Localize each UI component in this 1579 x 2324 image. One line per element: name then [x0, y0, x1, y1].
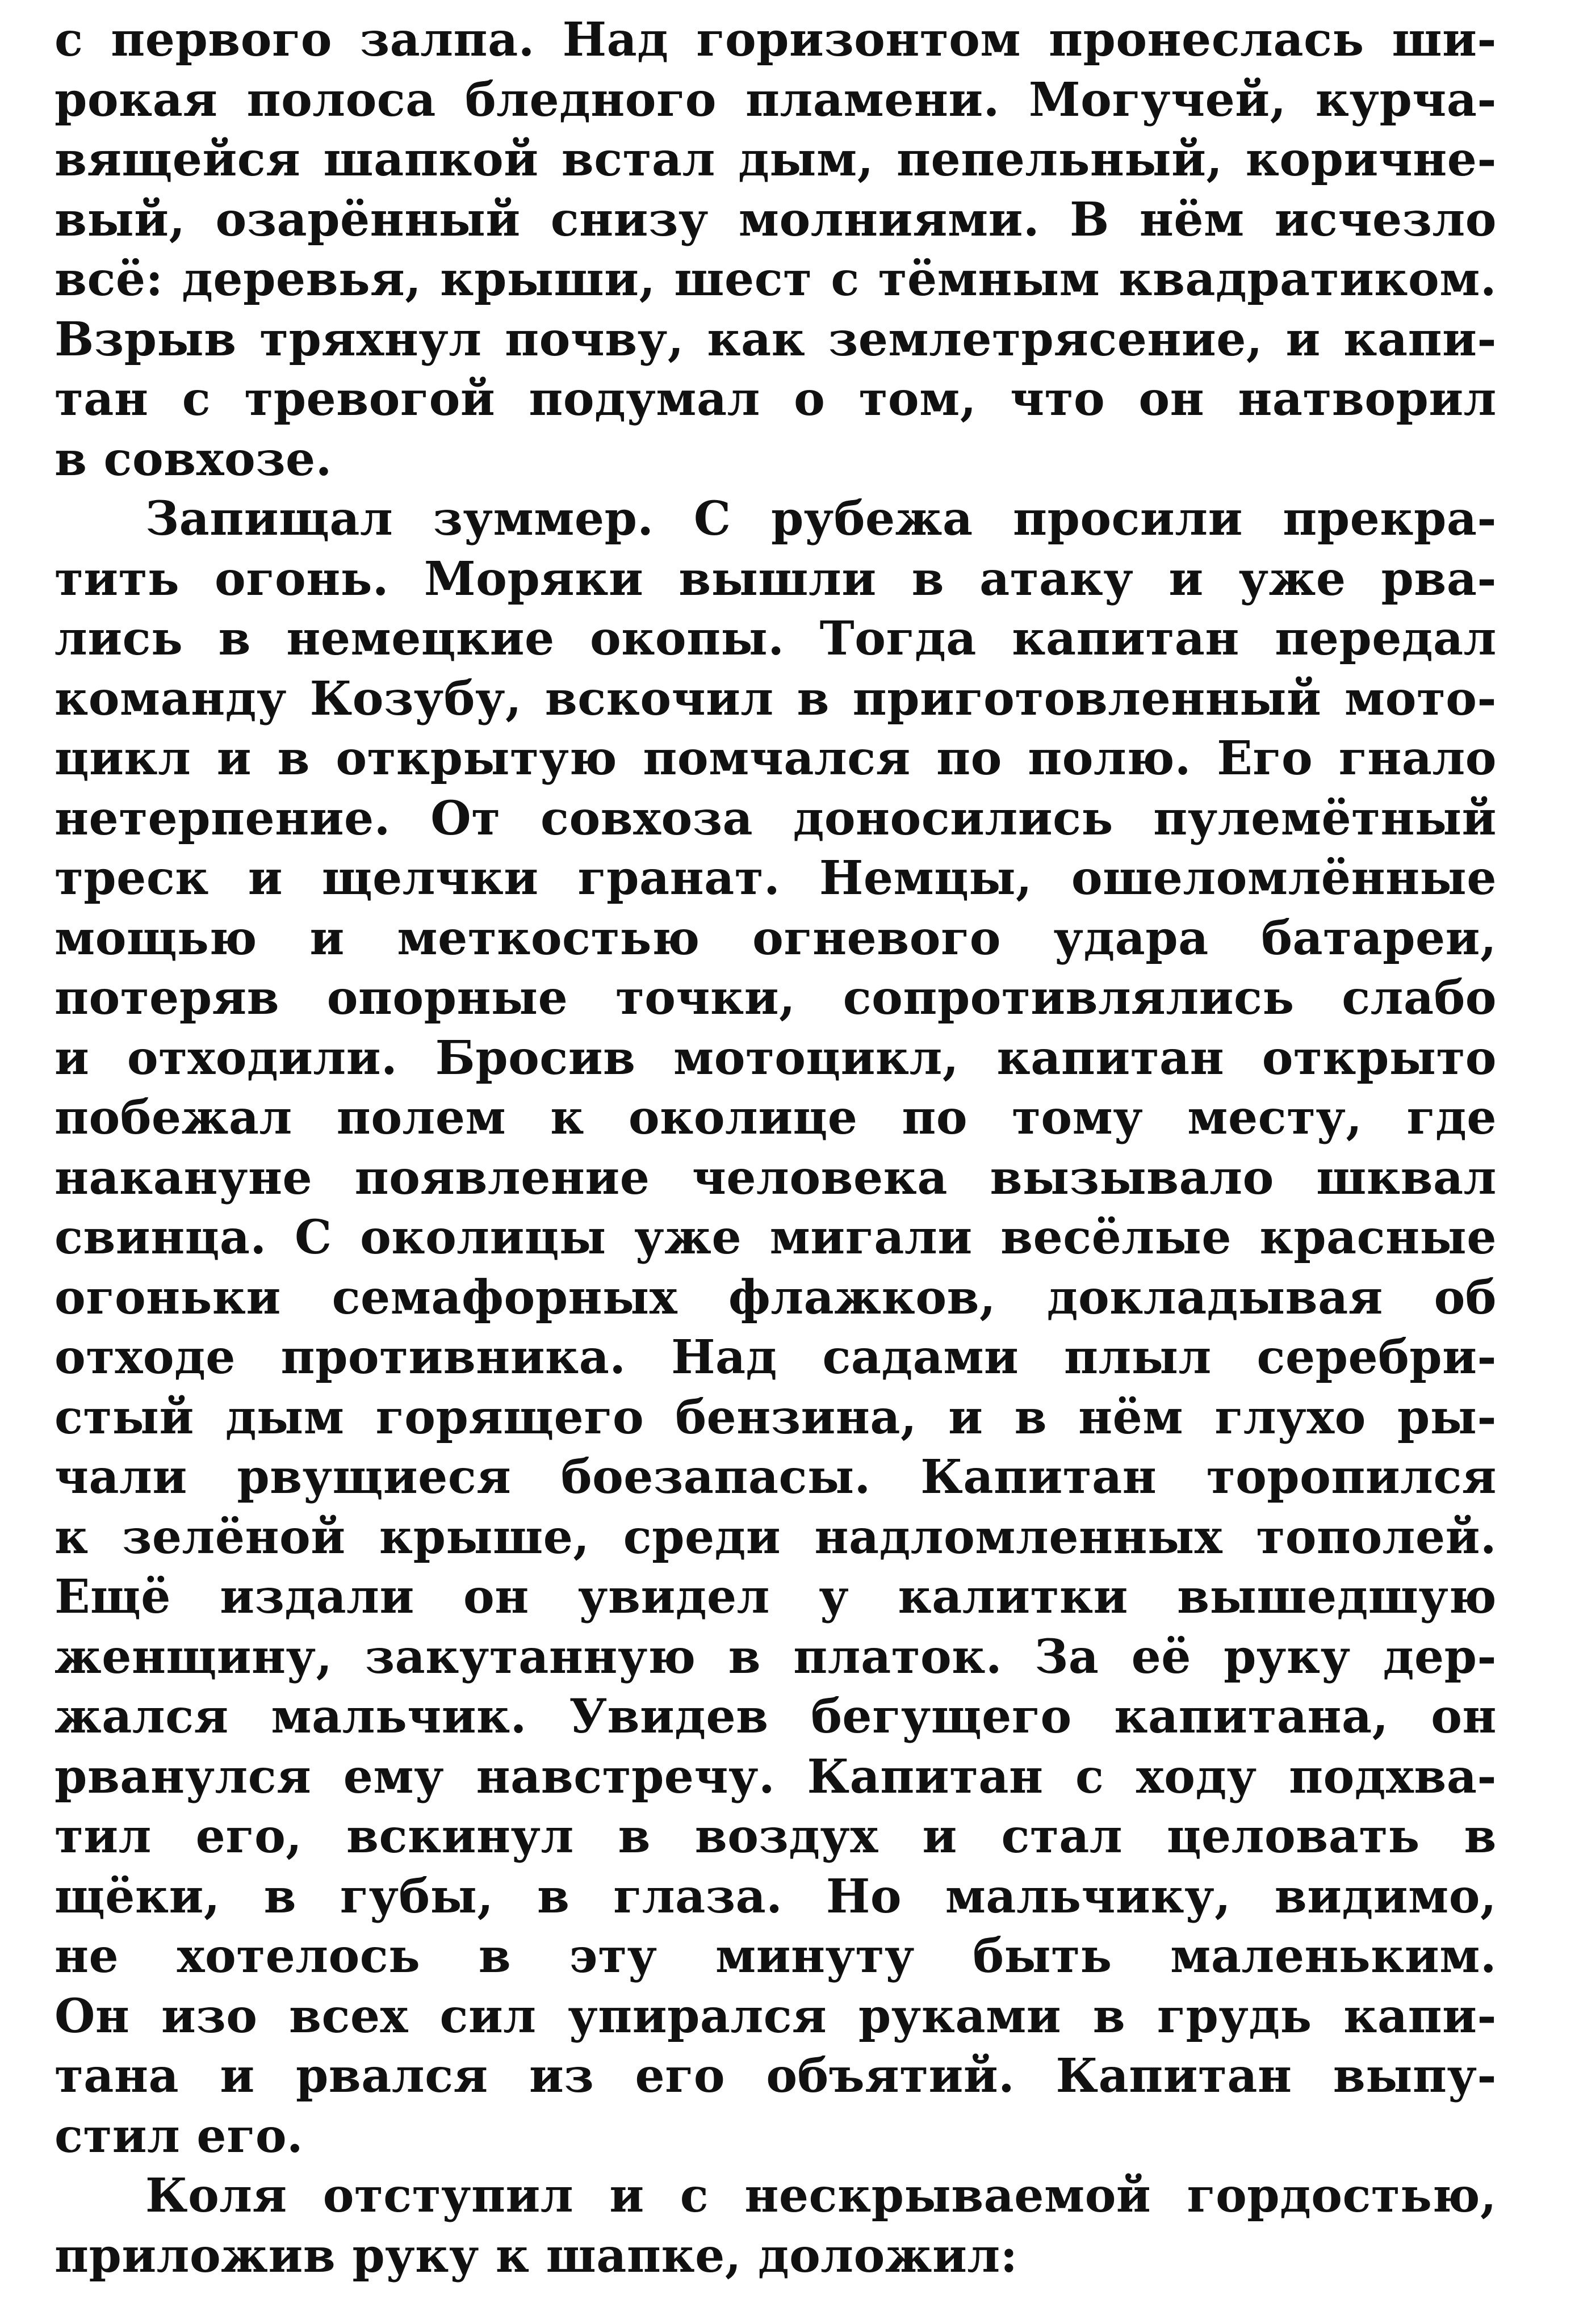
text-line: Он изо всех сил упирался руками в грудь капи-: [55, 1989, 1497, 2044]
text-line: рванулся ему навстречу. Капитан с ходу подхва-: [55, 1749, 1497, 1804]
text-line: потеряв опорные точки, сопротивлялись слабо: [55, 971, 1497, 1025]
text-line: Взрыв тряхнул почву, как землетрясение, и капи-: [55, 312, 1497, 367]
text-line: вый, озарённый снизу молниями. В нём исчезло: [55, 192, 1497, 247]
paragraph-1: [55, 10, 1497, 489]
text-line: тана и рвался из его объятий. Капитан выпу-: [55, 2049, 1497, 2103]
text-line: Ещё издали он увидел у калитки вышедшую: [55, 1570, 1497, 1624]
text-line: свинца. С околицы уже мигали весёлые красные: [55, 1210, 1497, 1265]
text-line: цикл и в открытую помчался по полю. Его гнало: [55, 731, 1497, 786]
text-line: в совхозе.: [55, 431, 332, 486]
text-line: лись в немецкие окопы. Тогда капитан передал: [55, 611, 1497, 666]
text-line: Коля отступил и с нескрываемой гордостью,: [145, 2168, 1497, 2223]
text-line: треск и щелчки гранат. Немцы, ошеломлённые: [55, 851, 1497, 905]
text-line: мощью и меткостью огневого удара батареи,: [55, 911, 1497, 966]
text-line: тан с тревогой подумал о том, что он натворил: [55, 372, 1497, 426]
text-line: к зелёной крыше, среди надломленных тополей.: [55, 1509, 1497, 1564]
text-line: стил его.: [55, 2108, 304, 2163]
text-line: побежал полем к околице по тому месту, где: [55, 1090, 1497, 1145]
text-line: отходе противника. Над садами плыл серебри-: [55, 1330, 1497, 1385]
text-line: стый дым горящего бензина, и в нём глухо ры-: [55, 1390, 1497, 1445]
text-line: команду Козубу, вскочил в приготовленный мото-: [55, 671, 1497, 726]
paragraph-3: [55, 2166, 1497, 2286]
text-line: женщину, закутанную в платок. За её руку дер-: [55, 1629, 1497, 1684]
text-line: чали рвущиеся боезапасы. Капитан торопился: [55, 1450, 1497, 1504]
text-line: тить огонь. Моряки вышли в атаку и уже рва-: [55, 551, 1497, 606]
text-line: не хотелось в эту минуту быть маленьким.: [55, 1929, 1497, 1983]
text-line: и отходили. Бросив мотоцикл, капитан открыто: [55, 1030, 1497, 1085]
paragraph-2: [55, 489, 1497, 2166]
text-line: накануне появление человека вызывало шквал: [55, 1150, 1497, 1205]
text-line: приложив руку к шапке, доложил:: [55, 2228, 1018, 2283]
text-line: вящейся шапкой встал дым, пепельный, коричне-: [55, 132, 1497, 187]
text-line: с первого залпа. Над горизонтом пронеслась ши-: [55, 12, 1497, 67]
text-line: нетерпение. От совхоза доносились пулемётный: [55, 791, 1497, 846]
text-line: огоньки семафорных флажков, докладывая об: [55, 1270, 1497, 1325]
text-line: щёки, в губы, в глаза. Но мальчику, видимо,: [55, 1869, 1497, 1924]
text-line: тил его, вскинул в воздух и стал целовать в: [55, 1809, 1497, 1864]
text-line: всё: деревья, крыши, шест с тёмным квадратиком.: [55, 252, 1497, 307]
text-line: рокая полоса бледного пламени. Могучей, курча-: [55, 72, 1497, 127]
book-page: [55, 10, 1497, 2315]
text-line: жался мальчик. Увидев бегущего капитана, он: [55, 1689, 1497, 1744]
text-line: Запищал зуммер. С рубежа просили прекра-: [145, 492, 1497, 546]
